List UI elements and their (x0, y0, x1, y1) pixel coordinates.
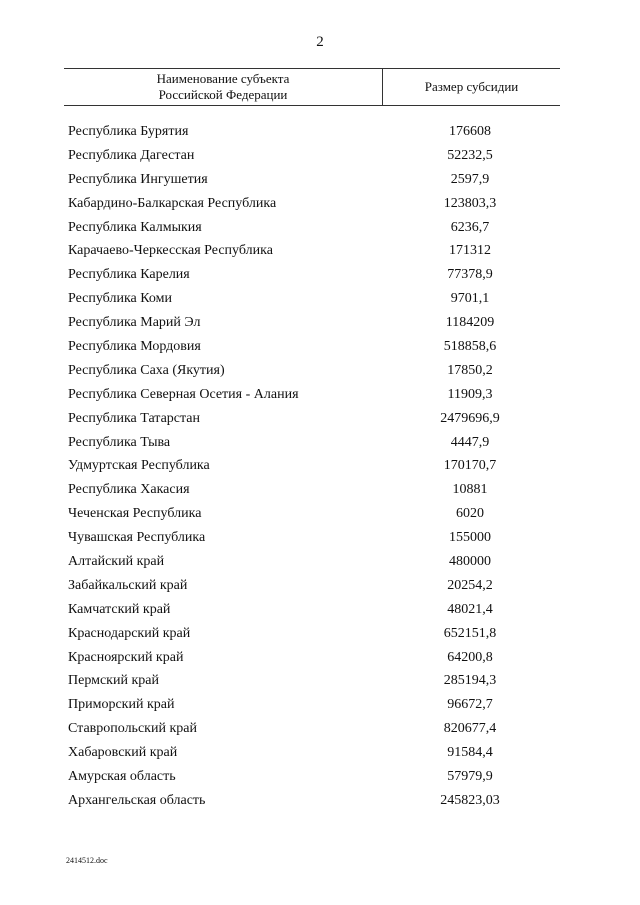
subject-name: Приморский край (68, 697, 175, 713)
subject-name: Республика Бурятия (68, 123, 189, 139)
table-row (68, 741, 560, 765)
subsidy-value: 52232,5 (447, 147, 493, 163)
subsidy-value: 123803,3 (443, 195, 497, 211)
table-row (68, 717, 560, 741)
table-row (68, 478, 560, 502)
table-row (68, 192, 560, 216)
table-row (68, 789, 560, 813)
table-row (68, 693, 560, 717)
table-row (68, 120, 560, 144)
subject-name: Удмуртская Республика (68, 458, 210, 474)
subject-name: Республика Хакасия (68, 482, 190, 498)
subject-name: Краснодарский край (68, 625, 191, 641)
subsidy-value: 245823,03 (440, 792, 500, 808)
subsidy-value: 64200,8 (447, 649, 493, 665)
subject-name: Республика Северная Осетия - Алания (68, 386, 299, 402)
subject-name: Чувашская Республика (68, 530, 206, 546)
subject-name: Ставропольский край (68, 721, 197, 737)
subsidy-value: 820677,4 (443, 721, 497, 737)
subsidy-value: 2597,9 (450, 171, 490, 187)
table-row (68, 287, 560, 311)
table-row (68, 431, 560, 455)
table-row (68, 646, 560, 670)
subject-name: Республика Ингушетия (68, 171, 208, 187)
header-subsidy-amount: Размер субсидии (382, 69, 560, 105)
table-body (68, 120, 560, 813)
subsidy-value: 176608 (449, 123, 491, 139)
header-subject-name (64, 69, 382, 105)
table-row (68, 359, 560, 383)
subsidy-value: 2479696,9 (440, 410, 500, 426)
subsidy-value: 652151,8 (443, 625, 497, 641)
subsidy-value: 170170,7 (443, 458, 497, 474)
header-subject-name-line2: Российской Федерации (158, 87, 288, 102)
subsidy-value: 20254,2 (447, 577, 493, 593)
subsidy-value: 9701,1 (450, 291, 490, 307)
table-row (68, 622, 560, 646)
page-number: 2 (316, 34, 324, 50)
table-row (68, 239, 560, 263)
subsidy-value: 285194,3 (443, 673, 497, 689)
table-row (68, 144, 560, 168)
subject-name: Республика Коми (68, 291, 172, 307)
subsidy-value: 6020 (456, 506, 484, 522)
subsidy-value: 96672,7 (447, 697, 493, 713)
subsidy-value: 48021,4 (447, 601, 493, 617)
subject-name: Камчатский край (68, 601, 171, 617)
footer-file-name: 2414512.doc (66, 856, 108, 865)
table-row (68, 574, 560, 598)
table-row (68, 383, 560, 407)
subsidy-value: 4447,9 (450, 434, 490, 450)
subject-name: Карачаево-Черкесская Республика (68, 243, 273, 259)
table-row (68, 335, 560, 359)
subject-name: Республика Татарстан (68, 410, 201, 426)
table-row (68, 502, 560, 526)
subsidy-value: 57979,9 (447, 768, 493, 784)
subject-name: Хабаровский край (68, 745, 178, 761)
subject-name: Республика Калмыкия (68, 219, 202, 235)
subsidy-value: 10881 (452, 482, 488, 498)
subsidy-value: 155000 (449, 530, 491, 546)
subject-name: Пермский край (68, 673, 159, 689)
table-row (68, 168, 560, 192)
table-row (68, 216, 560, 240)
table-row (68, 311, 560, 335)
table-row (68, 454, 560, 478)
table-header (64, 68, 560, 106)
subsidy-value: 6236,7 (450, 219, 490, 235)
subject-name: Республика Дагестан (68, 147, 195, 163)
subsidy-value: 480000 (449, 553, 491, 569)
table-row (68, 598, 560, 622)
subject-name: Амурская область (68, 768, 176, 784)
subject-name: Чеченская Республика (68, 506, 202, 522)
table-row (68, 407, 560, 431)
subject-name: Республика Тыва (68, 434, 171, 450)
subsidy-value: 518858,6 (443, 338, 497, 354)
header-subject-name-line1: Наименование субъекта (156, 71, 290, 86)
table-row (68, 765, 560, 789)
subject-name: Кабардино-Балкарская Республика (68, 195, 277, 211)
subsidy-value: 17850,2 (447, 362, 493, 378)
table-row (68, 669, 560, 693)
subsidy-value: 91584,4 (447, 745, 493, 761)
subject-name: Республика Саха (Якутия) (68, 362, 225, 378)
subject-name: Алтайский край (68, 553, 165, 569)
table-row (68, 550, 560, 574)
table-row (68, 526, 560, 550)
subject-name: Красноярский край (68, 649, 184, 665)
subsidy-value: 77378,9 (447, 267, 493, 283)
subject-name: Республика Мордовия (68, 338, 201, 354)
subject-name: Республика Карелия (68, 267, 190, 283)
subject-name: Республика Марий Эл (68, 315, 201, 331)
table-row (68, 263, 560, 287)
subject-name: Забайкальский край (68, 577, 188, 593)
subject-name: Архангельская область (68, 792, 206, 808)
subsidy-value: 171312 (449, 243, 491, 259)
subsidy-value: 11909,3 (447, 386, 493, 402)
subsidy-value: 1184209 (445, 315, 495, 331)
